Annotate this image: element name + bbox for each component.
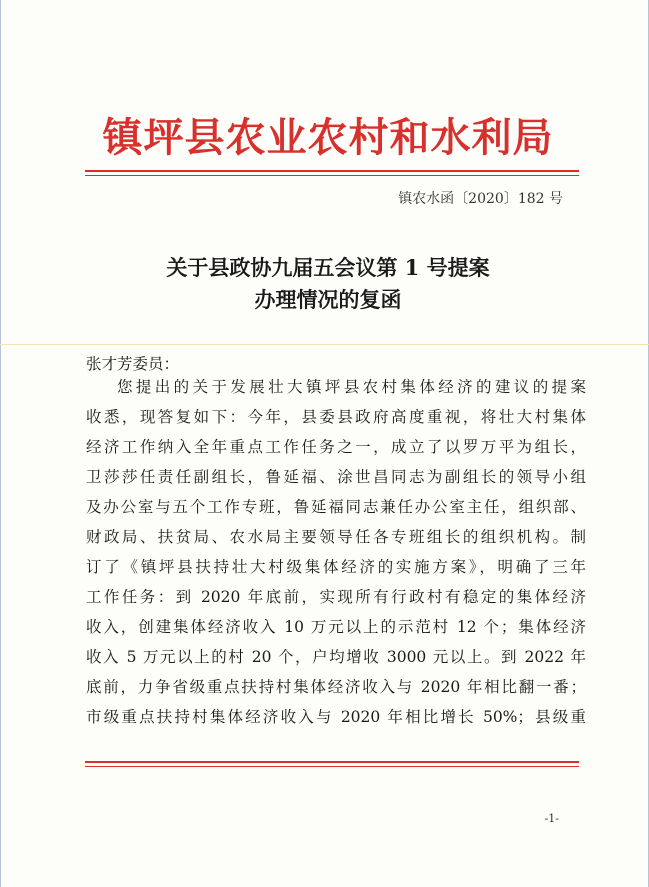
body-line: 您提出的关于发展壮大镇坪县农村集体经济的建议的提案: [117, 378, 586, 396]
document-number: 镇农水函〔2020〕182 号: [398, 191, 563, 207]
body-line: 订了《镇坪县扶持壮大村级集体经济的实施方案》，明确了三年: [86, 558, 586, 576]
body-line: 收入 5 万元以上的村 20 个，户均增收 3000 元以上。到 2022 年: [86, 648, 586, 666]
body-line: 卫莎莎任责任副组长，鲁延福、涂世昌同志为副组长的领导小组: [86, 468, 586, 486]
body-line: 财政局、扶贫局、农水局主要领导任各专班组长的组织机构。制: [86, 528, 586, 546]
footer-red-rule-thin: [85, 766, 579, 767]
body-line: 收入，创建集体经济收入 10 万元以上的示范村 12 个；集体经济: [86, 618, 586, 636]
body-text: [86, 372, 586, 732]
salutation: 张才芳委员：: [86, 355, 180, 373]
body-line: 市级重点扶持村集体经济收入与 2020 年相比增长 50%；县级重: [86, 708, 586, 726]
document-title-line-1: 关于县政协九届五会议第 1 号提案: [166, 255, 490, 280]
body-line: 底前，力争省级重点扶持村集体经济收入与 2020 年相比翻一番；: [86, 678, 586, 696]
header-red-rule-thin: [85, 175, 579, 176]
body-line: 工作任务：到 2020 年底前，实现所有行政村有稳定的集体经济: [86, 588, 586, 606]
page-number: -1-: [544, 812, 559, 825]
issuer-header: 镇坪县农业农村和水利局: [102, 114, 554, 161]
document-title-line-2: 办理情况的复函: [254, 287, 402, 312]
header-red-rule-thick: [85, 170, 579, 172]
body-line: 经济工作纳入全年重点工作任务之一，成立了以罗万平为组长，: [86, 438, 586, 456]
scan-artifact-line: [0, 344, 649, 345]
footer-red-rule-thick: [85, 761, 579, 763]
body-line: 及办公室与五个工作专班，鲁延福同志兼任办公室主任，组织部、: [86, 498, 586, 516]
body-line: 收悉，现答复如下：今年，县委县政府高度重视，将壮大村集体: [86, 408, 586, 426]
